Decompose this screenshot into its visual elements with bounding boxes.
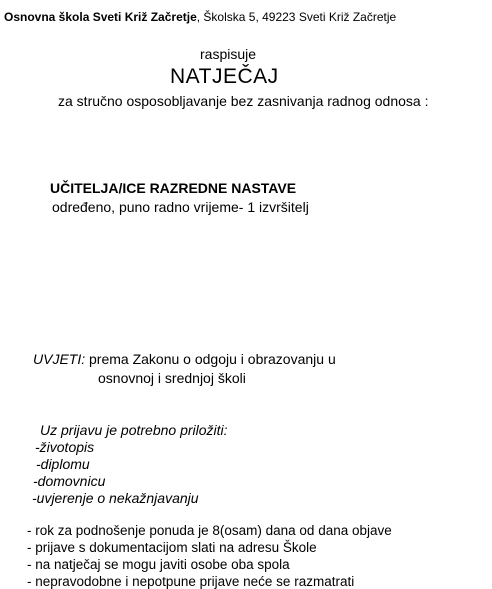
document-title: NATJEČAJ xyxy=(170,65,279,88)
school-header xyxy=(4,11,396,23)
conditions-text-2: osnovnoj i srednjoj školi xyxy=(98,370,246,386)
position-details: određeno, puno radno vrijeme- 1 izvršitelj xyxy=(52,199,309,215)
attachments-heading: Uz prijavu je potrebno priložiti: xyxy=(40,422,228,438)
position-name: UČITELJA/ICE RAZREDNE NASTAVE xyxy=(50,180,297,196)
document-subtitle: za stručno osposobljavanje bez zasnivanja radnog odnosa : xyxy=(58,93,429,109)
attachment-item: -domovnicu xyxy=(33,473,106,489)
note-item: - na natječaj se mogu javiti osobe oba spola xyxy=(27,557,290,572)
conditions-text-1: prema Zakonu o odgoju i obrazovanju u xyxy=(85,351,336,367)
attachment-item: -uvjerenje o nekažnjavanju xyxy=(32,490,199,506)
conditions-line-1 xyxy=(33,352,336,366)
note-item: - rok za podnošenje ponuda je 8(osam) dana od dana objave xyxy=(27,523,392,538)
school-address: , Školska 5, 49223 Sveti Križ Začretje xyxy=(196,10,397,24)
attachment-item: -životopis xyxy=(35,439,95,455)
note-item: - nepravodobne i nepotpune prijave neće se razmatrati xyxy=(27,574,355,589)
note-item: - prijave s dokumentacijom slati na adresu Škole xyxy=(27,540,317,555)
school-name: Osnovna škola Sveti Križ Začretje xyxy=(4,10,197,24)
conditions-label: UVJETI: xyxy=(33,351,86,367)
intro-text: raspisuje xyxy=(200,46,257,62)
attachment-item: -diplomu xyxy=(36,456,90,472)
